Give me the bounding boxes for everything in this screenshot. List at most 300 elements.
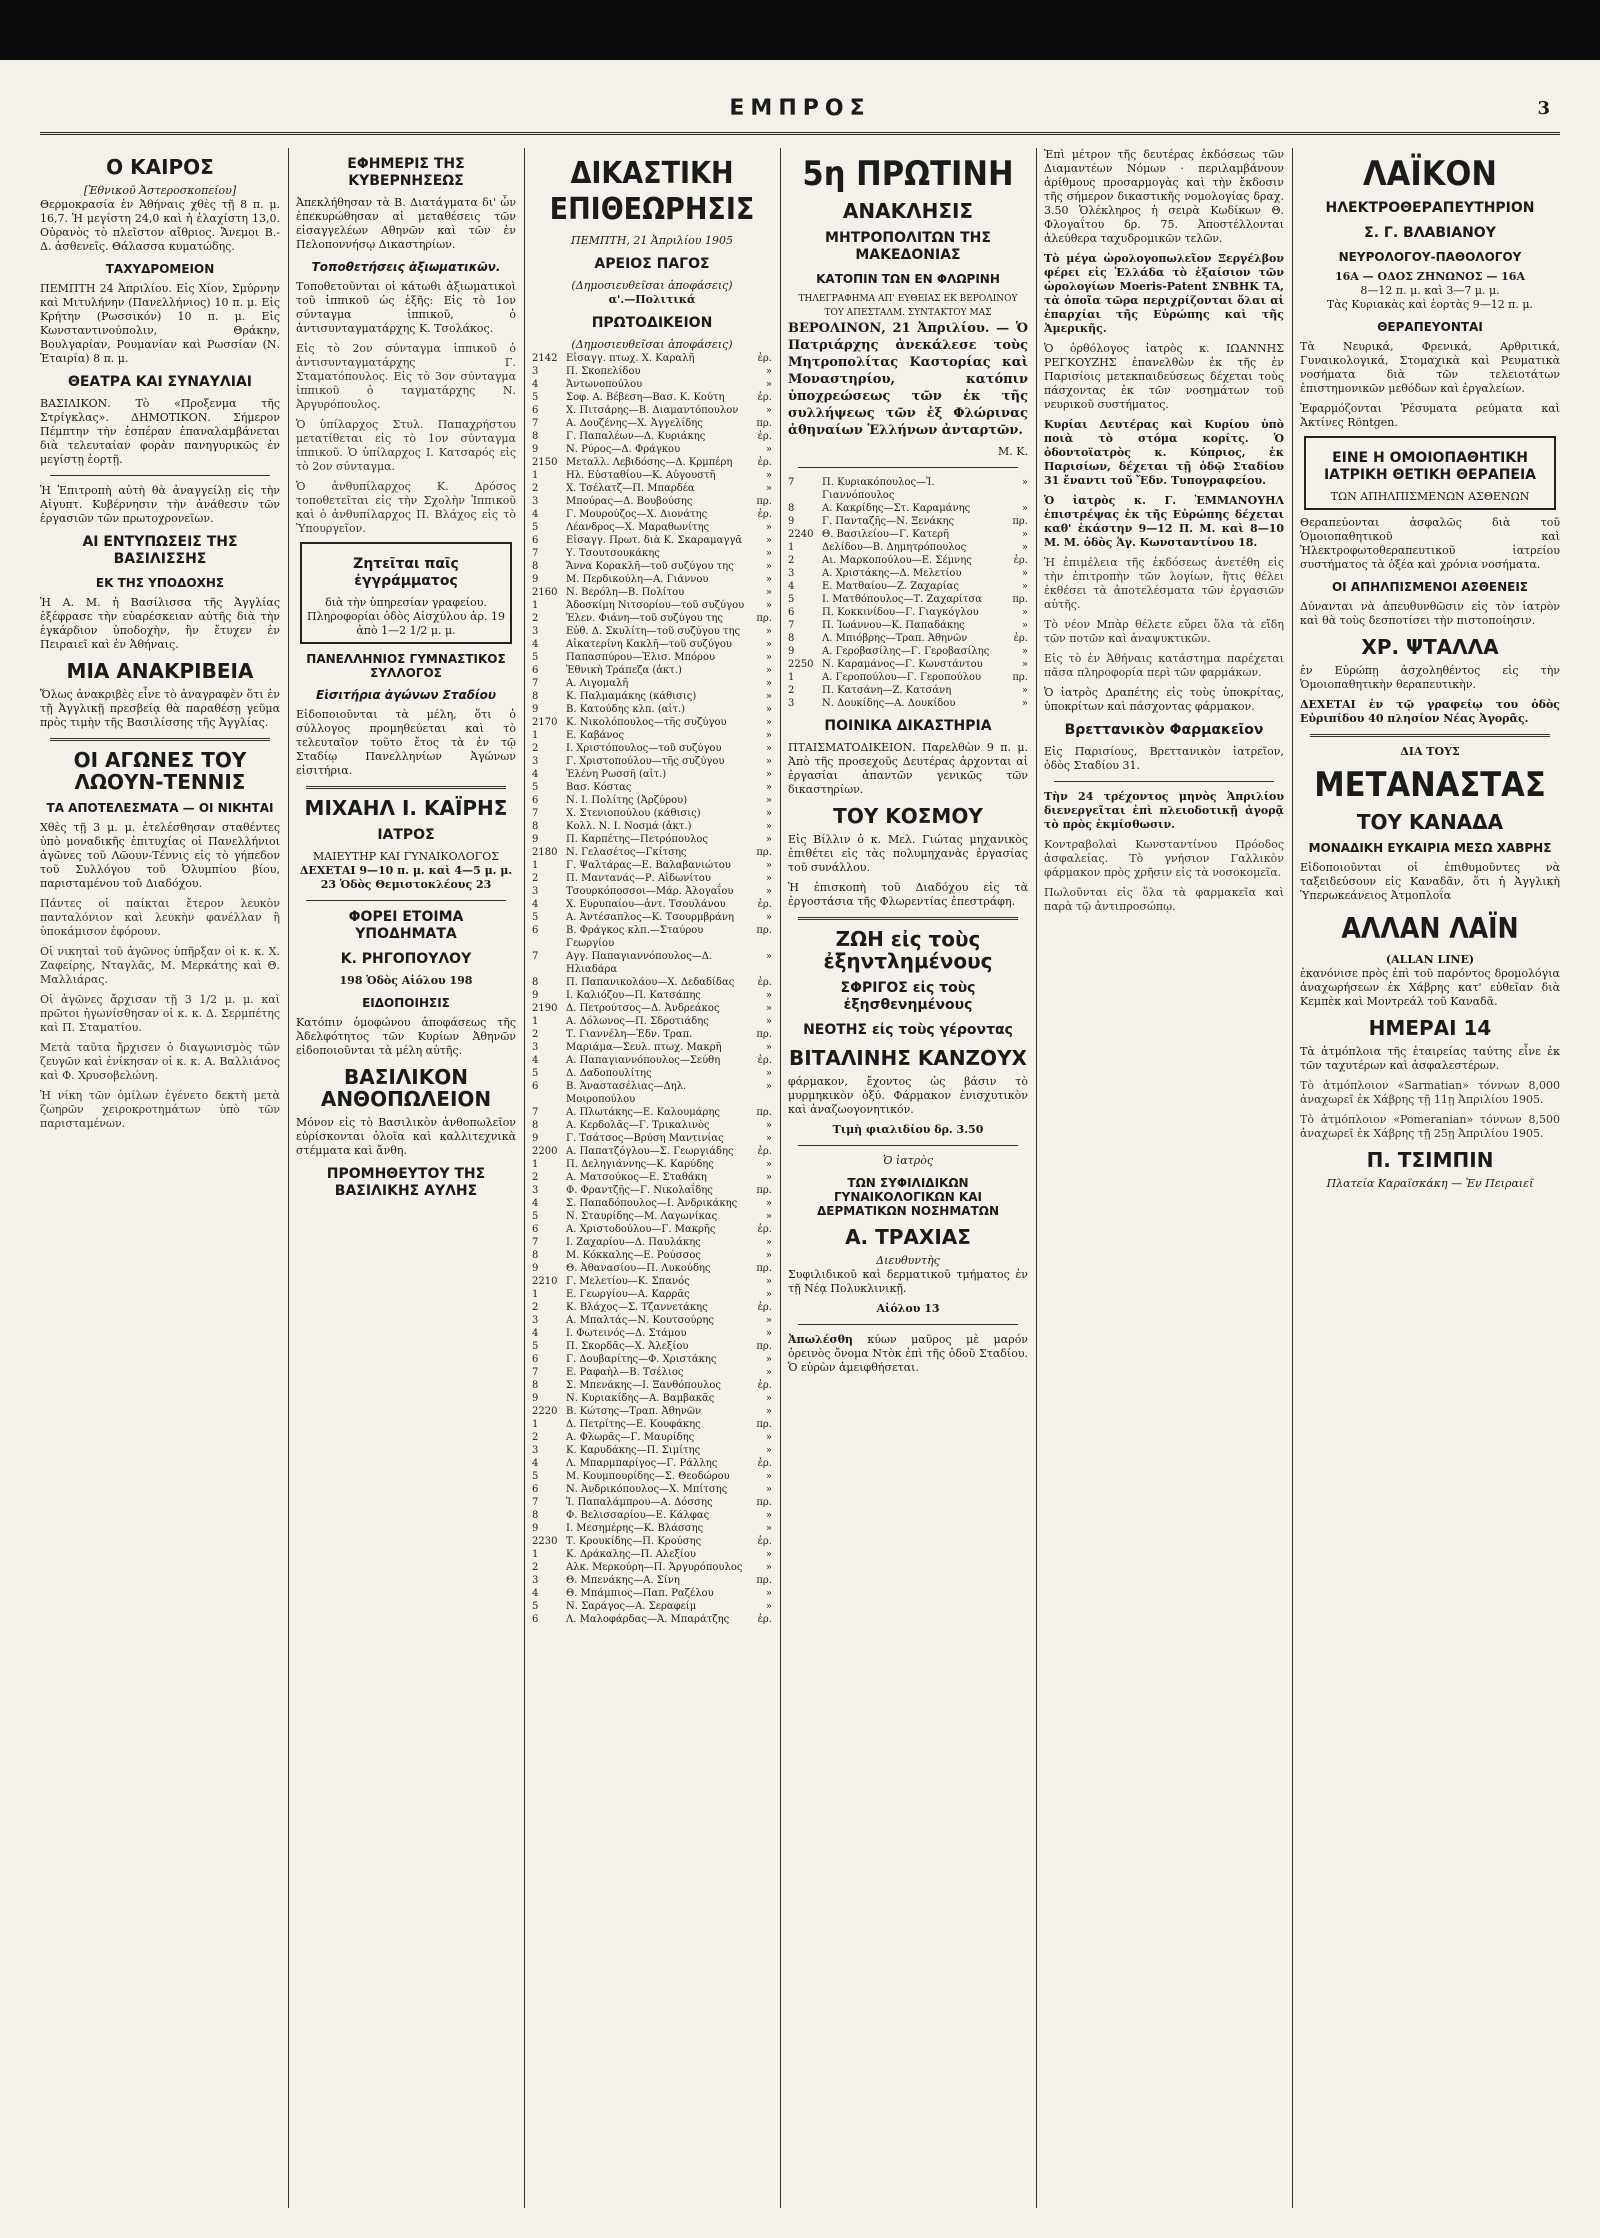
column-rule <box>288 148 289 2208</box>
case-number: 1 <box>532 860 539 871</box>
court-1-subtitle: (Δημοσιευθεῖσαι ἀποφάσεις) <box>571 279 733 292</box>
case-entry <box>532 1301 772 1314</box>
signature: Μ. Κ. <box>998 445 1028 458</box>
case-entry <box>532 508 772 521</box>
case-type: » <box>765 587 772 598</box>
emigrants-subtitle-2: ΜΟΝΑΔΙΚΗ ΕΥΚΑΙΡΙΑ ΜΕΣΩ ΧΑΒΡΗΣ <box>1308 841 1552 855</box>
column-rule <box>1036 148 1037 2208</box>
case-entry <box>532 703 772 716</box>
ad-title: ΖΩΗ εἰς τοὺς ἐξηντλημένους <box>823 927 993 973</box>
case-number: 6 <box>532 665 539 676</box>
case-type: » <box>765 691 772 702</box>
case-number: 3 <box>788 698 795 709</box>
case-parties: Κ. Δράκαλης—Π. Αλεξίου <box>566 1549 696 1560</box>
case-parties: Κ. Βλάχος—Σ. Τζαννετάκης <box>566 1302 708 1313</box>
case-entry <box>788 541 1028 554</box>
case-parties: Ι. Ματθόπουλος—Τ. Ζαχαρίτσα <box>822 594 982 605</box>
case-type: ἐρ. <box>757 899 772 910</box>
case-entry <box>532 898 772 911</box>
case-type: » <box>765 1120 772 1131</box>
case-type: » <box>765 1354 772 1365</box>
xray-text: Ἐφαρμόζονται Ῥέσυματα ρεύματα καὶ Ἀκτίνες Röntgen. <box>1300 402 1560 429</box>
case-number: 3 <box>532 366 539 377</box>
case-parties: Π. Δεληγιάννης—Κ. Καρύδης <box>566 1159 714 1170</box>
case-type: » <box>765 600 772 611</box>
case-type: » <box>765 1289 772 1300</box>
case-entry <box>532 1106 772 1119</box>
case-type: ἐρ. <box>757 1146 772 1157</box>
case-number: 3 <box>788 568 795 579</box>
case-number: 4 <box>788 581 795 592</box>
case-entry <box>532 1275 772 1288</box>
column-5: Ἐπὶ μέτρον τῆς δευτέρας ἐκδόσεως τῶν Διαμαντέων Νόμων · περιλαμβάνουν ἀρίθμους προσαρμογὰς καὶ τὴν ἔκδοσιν τῆς σήμερον δικαστικῆς νομολογίας δραχ. 3.50 Ὁλέκληρος ἡ σειρὰ Κωδίκων Θ. Φλογαΐτου δρ. 75. Ἀποστέλλονται ἀλεύθερα ταχυδρομικῶν τελῶν. Τὸ μέγα ὡρολογοπωλεῖον Ξεργέλβον φέρει εἰς Ἑλλάδα τὸ ἐξαίσιον τῶν ὡρολογίων Moeris-Patent ΣΝΒΗΚ ΤΑ, τὰ ὁποῖα τῶρα περιχρίζονται ὅλαι αἱ ἐπαρχίαι τῆς Εὐρώπης καὶ τῆς Ἀμερικῆς. Ὁ ὀρθόλογος ἰατρὸς κ. ΙΩΑΝΝΗΣ ΡΕΓΚΟΥΖΗΣ ἐπανελθὼν ἐκ τῆς ἐν Παρισίοις μετεκπαιδεύσεως δέχεται τοὺς πάσχοντας ἐκ τῶν νοσημάτων τοῦ νευρικοῦ συστήματος. Κυρίαι Δευτέρας καὶ Κυρίου ὑπὸ ποιὰ τὸ στόμα κορίτς. Ὁ ὀδοντοϊατρὸς κ. Κύπριος, ἐκ Παρισίων, δέχεται τῇ ὀδῷ Σταδίου 31 ἔναντι τοῦ Ἔδν. Τυπογραφείου. Ὁ ἰατρὸς κ. Γ. ἘΜΜΑΝΟΥΗΛ ἐπιστρέψας ἐκ τῆς Εὐρώπης δέχεται καθ' ἑκάστην 9—12 Π. Μ. καὶ 8—10 Μ. Μ. ὁδὸς Ἁγ. Κωνσταντίνου 18. Ἡ ἐπιμέλεια τῆς ἐκδόσεως ἀνετέθη εἰς τὴν ἐπιτροπὴν τῶν λογίων, ἥτις θέλει ἐκθέσει τὰ ἀποτελέσματα τῶν ἐργασιῶν αὐτῆς. Τὸ νέον Μπὰρ θέλετε εὕρει ὅλα τὰ εἴδη τῶν ποτῶν καὶ ἀναψυκτικῶν. Εἰς τὸ ἐν Ἀθήναις κατάστημα παρέχεται πᾶσα πληροφορία περὶ τῶν φαρμάκων. Ὁ ἰατρὸς Δραπέτης εἰς τοὺς ὑποκρίτας, ὑποκρίτων καὶ πάσχοντας φάρμακον. Βρεττανικὸν Φαρμακεῖον Εἰς Παρισίους, Βρεττανικὸν ἰατρεῖον, ὁδὸς Σταδίου 31. Τὴν 24 τρέχοντος μηνὸς Ἀπριλίου διενεργεῖται ἐπὶ πλειοδοτικῇ ἀγορᾷ τὸ πρὸς ἐκμίσθωσιν. Κοντραβολαὶ Κωνσταντίνου Πρόοδος ἀσφαλείας. Τὸ γνήσιον Γαλλικὸν φάρμακον πρὸς χρῆσιν εἰς τὰ νοσοκομεῖα. Πωλοῦνται εἰς ὅλα τὰ φαρμακεῖα καὶ παρὰ τῷ ἀντιπροσώπῳ. <box>1044 148 1284 913</box>
case-number: 2160 <box>532 587 558 598</box>
case-entry <box>532 807 772 820</box>
case-entry <box>532 521 772 534</box>
case-type: » <box>765 1172 772 1183</box>
case-parties: Σοφ. Α. Βέβεση—Βασ. Κ. Κούτη <box>566 392 725 403</box>
case-type: » <box>765 1276 772 1287</box>
case-entry <box>532 846 772 859</box>
watch-text: Τὸ μέγα ὡρολογοπωλεῖον Ξεργέλβον φέρει εἰς Ἑλλάδα τὸ ἐξαίσιον τῶν ὡρολογίων Moeris-Patent ΣΝΒΗΚ ΤΑ, τὰ ὁποῖα τῶρα περιχρίζονται ὅλαι αἱ ἐπαρχίαι τῆς Εὐρώπης καὶ τῆς Ἀμερικῆς. <box>1044 252 1284 335</box>
case-entry <box>532 1028 772 1041</box>
divider <box>798 1324 1018 1325</box>
case-type: ἐρ. <box>1013 555 1028 566</box>
shop-address: 198 Ὁδὸς Αἰόλου 198 <box>339 974 473 987</box>
case-number: 1 <box>532 1016 539 1027</box>
notice-text-2: Κατόπιν ὁμοφώνου ἀποφάσεως τῆς Ἀδελφότητος τῶν Κυρίων Ἀθηνῶν εἰδοποιοῦνται τὰ μέλη αὐτῆς. <box>296 1016 516 1057</box>
case-number: 1 <box>532 1289 539 1300</box>
masthead <box>40 92 1560 135</box>
case-entry <box>532 1158 772 1171</box>
case-number: 4 <box>532 1458 539 1469</box>
case-number: 1 <box>532 1419 539 1430</box>
sub-headline-2: ΚΑΤΟΠΙΝ ΤΩΝ ΕΝ ΦΛΩΡΙΝΗ <box>816 272 1000 286</box>
case-entry <box>532 677 772 690</box>
case-type: πρ. <box>756 1341 772 1352</box>
case-number: 2 <box>532 743 539 754</box>
case-entry <box>532 742 772 755</box>
case-entry <box>532 1132 772 1145</box>
case-entry <box>532 1366 772 1379</box>
telegram-line: ΤΗΛΕΓΡΑΦΗΜΑ ΑΠ' ΕΥΘΕΙΑΣ ΕΚ ΒΕΡΟΛΙΝΟΥ <box>798 294 1018 304</box>
case-number: 9 <box>532 1393 539 1404</box>
case-parties: Α. Παπαγιαννόπουλος—Σεύθη <box>566 1055 721 1066</box>
case-parties: Τσουρκόποσσοι—Μάρ. Ἀλογαΐου <box>566 886 734 897</box>
case-number: 6 <box>532 1224 539 1235</box>
case-number: 4 <box>532 639 539 650</box>
case-type: » <box>1021 542 1028 553</box>
telegraph-title: ΤΑΧΥΔΡΟΜΕΙΟΝ <box>105 262 215 276</box>
case-parties: Π. Παπανικολάου—Χ. Δεδαδίδας <box>566 977 735 988</box>
case-type: πρ. <box>756 1185 772 1196</box>
days-title: ΗΜΕΡΑΙ 14 <box>1368 1016 1492 1040</box>
case-number: 7 <box>532 1237 539 1248</box>
case-type: πρ. <box>756 613 772 624</box>
case-parties: Χ. Πιτσάρης—Β. Διαμαντόπουλον <box>566 405 739 416</box>
case-number: 6 <box>532 925 539 936</box>
relief-text: Ὁ ὀρθόλογος ἰατρὸς κ. ΙΩΑΝΝΗΣ ΡΕΓΚΟΥΖΗΣ ἐπανελθὼν ἐκ τῆς ἐν Παρισίοις μετεκπαιδεύσεως δέχεται τοὺς πάσχοντας ἐκ τῶν νοσημάτων τοῦ νευρικοῦ συστήματος. <box>1044 342 1284 411</box>
loss-title: Ἀπωλέσθη <box>788 1333 853 1346</box>
case-parties: Γ. Μελετίου—Κ. Σπανός <box>566 1276 690 1287</box>
case-parties: Χ. Τσέλατζ—Π. Μπαρδέα <box>566 483 695 494</box>
case-entry <box>788 658 1028 671</box>
notice-title-2: ΕΙΔΟΠΟΙΗΣΙΣ <box>362 996 450 1010</box>
case-entry <box>788 632 1028 645</box>
doctor-address: 23 Ὁδὸς Θεμιστοκλέους 23 <box>320 878 492 891</box>
case-type: » <box>1021 659 1028 670</box>
case-entry <box>788 554 1028 567</box>
case-type: πρ. <box>756 1263 772 1274</box>
case-list-2 <box>788 476 1028 710</box>
case-parties: Παπασπύρου—Ἐλισ. Μπόρου <box>566 652 716 663</box>
case-entry <box>532 1054 772 1067</box>
purveyor-title: ΠΡΟΜΗΘΕΥΤΟΥ ΤΗΣ ΒΑΣΙΛΙΚΗΣ ΑΥΛΗΣ <box>326 1166 486 1199</box>
case-parties: Λέανδρος—Χ. Μαραθωνίτης <box>566 522 710 533</box>
case-parties: Ν. Ρύρος—Δ. Φράγκου <box>566 444 681 455</box>
case-type: » <box>1021 698 1028 709</box>
case-number: 7 <box>532 418 539 429</box>
case-parties: Ἄννα Κορακλῆ—τοῦ συζύγου της <box>566 561 734 572</box>
case-number: 9 <box>788 646 795 657</box>
case-number: 1 <box>532 470 539 481</box>
case-parties: Ε. Ματθαίου—Ζ. Ζαχαρίας <box>822 581 959 592</box>
case-number: 5 <box>532 1341 539 1352</box>
case-parties: Α. Κερδολᾶς—Γ. Τρικαλινὸς <box>566 1120 710 1131</box>
case-type: » <box>765 873 772 884</box>
emigrants-text: Εἰδοποιοῦνται οἱ ἐπιθυμοῦντες νὰ ταξειδεύσουν εἰς Καναδᾶν, ὅτι ἡ Ἀγγλικὴ Ὑπερωκεάνειος Ἀτμοπλοΐα <box>1300 861 1560 902</box>
court-2-subtitle: (Δημοσιευθεῖσαι ἀποφάσεις) <box>571 338 733 351</box>
case-parties: Π. Καρπέτης—Πετρόπουλος <box>566 834 709 845</box>
case-number: 3 <box>532 496 539 507</box>
clinic-hours: 8—12 π. μ. καὶ 3—7 μ. μ. <box>1360 284 1500 297</box>
case-parties: Π. Κοκκινίδου—Γ. Γιαγκόγλου <box>822 607 979 618</box>
case-entry <box>532 729 772 742</box>
case-parties: Γ. Χριστοπούλου—τῆς συζύγου <box>566 756 725 767</box>
case-type: » <box>765 1250 772 1261</box>
case-parties: Ἐθνικὴ Τράπεζα (ἀκτ.) <box>566 665 682 676</box>
case-parties: Αλκ. Μερκούρη—Π. Ἀργυρόπουλος <box>566 1562 743 1573</box>
case-type: πρ. <box>756 1029 772 1040</box>
scan-edge <box>0 0 1600 60</box>
doctor-role: ΝΕΥΡΟΛΟΓΟΥ-ΠΑΘΟΛΟΓΟΥ <box>1338 250 1522 264</box>
case-type: » <box>765 1328 772 1339</box>
case-entry <box>532 1067 772 1080</box>
case-parties: Ἀδοσκίμη Νιτσορίου—τοῦ συζύγου <box>566 600 745 611</box>
case-type: » <box>765 535 772 546</box>
doctor-role: ΙΑΤΡΟΣ <box>377 827 435 843</box>
case-number: 2170 <box>532 717 558 728</box>
case-number: 2220 <box>532 1406 558 1417</box>
loss-text: κύων μαῦρος μὲ μαρόν ὀρεινὸς ὄνομα Ντὸκ ἐπὶ τῆς ὁδοῦ Σταδίου. Ὁ εὑρὼν ἀμειφθήσεται. <box>788 1333 1028 1374</box>
case-entry <box>532 378 772 391</box>
case-type: » <box>765 379 772 390</box>
gazette-subtitle: Τοποθετήσεις ἀξιωματικῶν. <box>311 260 501 274</box>
theatre-title: ΘΕΑΤΡΑ ΚΑΙ ΣΥΝΑΥΛΙΑΙ <box>67 374 253 390</box>
case-number: 5 <box>532 1068 539 1079</box>
notice-box <box>300 542 512 644</box>
case-entry <box>532 820 772 833</box>
case-type: » <box>765 912 772 923</box>
case-parties: Β. Ἀναστασέλιας—Δηλ. Μοιροπούλου <box>566 1081 687 1105</box>
case-parties: Θ. Μπάμπιος—Παπ. Ραζέλου <box>566 1588 714 1599</box>
accepts-text: ΔΕΧΕΤΑΙ ἐν τῷ γραφείῳ του ὁδὸς Εὐριπίδου 40 πλησίον Νέας Ἀγορᾶς. <box>1300 698 1560 725</box>
case-entry <box>532 1353 772 1366</box>
world-text-2: Ἡ ἐπισκοπὴ τοῦ Διαδόχου εἰς τὰ ἐργοστάσια τῆς Φλωρεντίας ἐπεστράφη. <box>788 881 1028 908</box>
case-entry <box>532 612 772 625</box>
case-type: » <box>765 483 772 494</box>
club-title: ΠΑΝΕΛΛΗΝΙΟΣ ΓΥΜΝΑΣΤΙΚΟΣ ΣΥΛΛΟΓΟΣ <box>306 652 506 680</box>
case-number: 2 <box>788 555 795 566</box>
world-title: ΤΟΥ ΚΟΣΜΟΥ <box>833 804 983 828</box>
case-number: 7 <box>532 1367 539 1378</box>
case-type: » <box>765 470 772 481</box>
case-entry <box>532 638 772 651</box>
newspaper-title: ΕΜΠΡΟΣ <box>729 96 871 121</box>
ftalla-name: ΧΡ. ΨΤΑΛΛΑ <box>1361 635 1499 659</box>
case-number: 3 <box>532 1445 539 1456</box>
case-parties: Ι. Ζαχαρίου—Δ. Παυλάκης <box>566 1237 701 1248</box>
case-entry <box>532 1236 772 1249</box>
world-text: Εἰς Βίλλιν ὁ κ. Μελ. Γιώτας μηχανικὸς ἐπιθέτει εἰς τὰς πολυμηχανὰς ἐργασίας τοῦ συνάλλου. <box>788 833 1028 874</box>
case-type: ἐρ. <box>757 977 772 988</box>
case-type: » <box>765 1601 772 1612</box>
case-type: » <box>765 808 772 819</box>
case-parties: Κ. Νικολόπουλος—τῆς συζύγου <box>566 717 727 728</box>
case-number: 2230 <box>532 1536 558 1547</box>
case-number: 1 <box>788 542 795 553</box>
case-type: πρ. <box>1012 672 1028 683</box>
case-parties: Ἀντωνοπούλου <box>566 379 643 390</box>
case-type: » <box>1021 607 1028 618</box>
case-entry <box>532 1015 772 1028</box>
case-type: » <box>765 769 772 780</box>
divider <box>306 900 506 901</box>
case-number: 3 <box>532 756 539 767</box>
case-entry <box>532 1184 772 1197</box>
case-parties: Π. Κυριακόπουλος—Ἰ. Γιαννόπουλος <box>822 477 935 501</box>
case-entry <box>532 443 772 456</box>
case-parties: Α. Φλωρᾶς—Γ. Μαυρίδης <box>566 1432 695 1443</box>
theatre-text: ΒΑΣΙΛΙΚΟΝ. Τὸ «Προξενμα τῆς Στρίγκλας». ΔΗΜΟΤΙΚΟΝ. Σήμερον Πέμπτην τὴν ἑσπέραν ἐπαναλαμβάνεται διὰ τελευταίαν φορὰν πανηγυρικῶς ἐν μεγίστῃ ἑορτῇ. <box>40 397 280 466</box>
case-number: 6 <box>532 1081 539 1092</box>
case-entry <box>532 768 772 781</box>
office-text: Κυρίαι Δευτέρας καὶ Κυρίου ὑπὸ ποιὰ τὸ στόμα κορίτς. Ὁ ὀδοντοϊατρὸς κ. Κύπριος, ἐκ Παρισίων, δέχεται τῇ ὀδῷ Σταδίου 31 ἔναντι τοῦ Ἔδν. Τυπογραφείου. <box>1044 418 1284 487</box>
case-number: 2210 <box>532 1276 558 1287</box>
case-number: 2200 <box>532 1146 558 1157</box>
case-entry <box>532 924 772 950</box>
case-number: 5 <box>532 522 539 533</box>
case-type: » <box>765 717 772 728</box>
case-number: 7 <box>788 620 795 631</box>
case-entry <box>532 885 772 898</box>
case-number: 9 <box>532 1523 539 1534</box>
case-type: » <box>765 1393 772 1404</box>
sub-headline: ΜΗΤΡΟΠΟΛΙΤΩΝ ΤΗΣ ΜΑΚΕΔΟΝΙΑΣ <box>825 230 991 263</box>
case-type: ἐρ. <box>757 1055 772 1066</box>
case-parties: Ε. Ραφαὴλ—Β. Τσέλιος <box>566 1367 684 1378</box>
gazette-title: ΕΦΗΜΕΡΙΣ ΤΗΣ ΚΥΒΕΡΝΗΣΕΩΣ <box>347 156 465 189</box>
column-6: ΛΑΪΚΟΝ ΗΛΕΚΤΡΟΘΕΡΑΠΕΥΤΗΡΙΟΝ Σ. Γ. ΒΛΑΒΙΑΝΟΥ ΝΕΥΡΟΛΟΓΟΥ-ΠΑΘΟΛΟΓΟΥ 16Α — ΟΔΟΣ ΖΗΝΩΝΟΣ — 16Α 8—12 π. μ. καὶ 3—7 μ. μ. Τὰς Κυριακὰς καὶ ἑορτὰς 9—12 π. μ. ΘΕΡΑΠΕΥΟΝΤΑΙ Τὰ Νευρικά, Φρενικά, Αρθριτικά, Γυναικολογικά, Στομαχικὰ καὶ Ρευματικὰ νοσήματα διὰ τῶν τελειοτάτων ἐπιστημονικῶν μεθόδων καὶ ἐργαλείων. Ἐφαρμόζονται Ῥέσυματα ρεύματα καὶ Ἀκτίνες Röntgen. ΕΙΝΕ Η ΟΜΟΙΟΠΑΘΗΤΙΚΗ ΙΑΤΡΙΚΗ ΘΕΤΙΚΗ ΘΕΡΑΠΕΙΑ ΤΩΝ ΑΠΗΛΠΙΣΜΕΝΩΝ ΑΣΘΕΝΩΝ Θεραπεύονται ἀσφαλῶς διὰ τοῦ Ὁμοιοπαθητικοῦ καὶ Ἠλεκτροφωτοθεραπευτικοῦ ἰατρείου συστήματος τὰ ὀξέα καὶ χρόνια νοσήματα. ΟΙ ΑΠΗΛΠΙΣΜΕΝΟΙ ΑΣΘΕΝΕΙΣ Δύνανται νὰ ἀπευθυνθῶσιν εἰς τὸν ἰατρὸν καὶ θὰ τοὺς δεσποτίσει τὴν πιστοποίησιν. ΧΡ. ΨΤΑΛΛΑ ἐν Εὐρώπῃ ἀσχοληθέντος εἰς τὴν Ὁμοιοπαθητικὴν θεραπευτικὴν. ΔΕΧΕΤΑΙ ἐν τῷ γραφείῳ του ὁδὸς Εὐριπίδου 40 πλησίον Νέας Ἀγορᾶς. ΔΙΑ ΤΟΥΣ ΜΕΤΑΝΑΣΤΑΣ ΤΟΥ ΚΑΝΑΔΑ ΜΟΝΑΔΙΚΗ ΕΥΚΑΙΡΙΑ ΜΕΣΩ ΧΑΒΡΗΣ Εἰδοποιοῦνται οἱ ἐπιθυμοῦντες νὰ ταξειδεύσουν εἰς Καναδᾶν, ὅτι ἡ Ἀγγλικὴ Ὑπερωκεάνειος Ἀτμοπλοΐα ΑΛΛΑΝ ΛΑΪΝ (ALLAN LINE) ἐκανόνισε πρὸς ἐπὶ τοῦ παρόντος δρομολόγια ἀναχωρήσεων ἐκ Χάβρης κατ' εὐθεῖαν διὰ Κεμπὲκ καὶ Μοντρεάλ τοῦ Καναδᾶ. ΗΜΕΡΑΙ 14 Τὰ ἀτμόπλοια τῆς ἐταιρείας ταύτης εἶνε ἐκ τῶν ταχυτέρων καὶ ἀσφαλεστέρων. Τὸ ἀτμόπλοιον «Sarmatian» τόννων 8,000 ἀναχωρεῖ ἐκ Χάβρης τῇ 11ῃ Ἀπριλίου 1905. Τὸ ἀτμόπλοιον «Pomeranian» τόννων 8,500 ἀναχωρεῖ ἐκ Χάβρης τῇ 25ῃ Ἀπριλίου 1905. Π. ΤΣΙΜΠΙΝ Πλατεία Καραϊσκάκη — Ἐν Πειραιεῖ <box>1300 154 1560 1190</box>
case-parties: Π. Σκοπελίδου <box>566 366 641 377</box>
case-number: 4 <box>532 769 539 780</box>
emigrants-title: ΜΕΤΑΝΑΣΤΑΣ <box>1314 765 1546 805</box>
case-type: » <box>765 1211 772 1222</box>
case-number: 2 <box>532 1432 539 1443</box>
case-parties: Α. Πλωτάκης—Ε. Καλουμάρης <box>566 1107 720 1118</box>
case-number: 6 <box>532 1614 539 1625</box>
column-rule <box>1292 148 1293 2208</box>
case-type: πρ. <box>756 1575 772 1586</box>
case-type: » <box>1021 568 1028 579</box>
impressions-title: ΑΙ ΕΝΤΥΠΩΣΕΙΣ ΤΗΣ ΒΑΣΙΛΙΣΣΗΣ <box>82 534 238 567</box>
case-entry <box>532 1535 772 1548</box>
case-type: πρ. <box>1012 594 1028 605</box>
case-parties: Λ. Μαλοφάρδας—Ἀ. Μπαράτζης <box>566 1614 730 1625</box>
case-entry <box>788 697 1028 710</box>
case-parties: Ν. Γελασέτος—Γκίτσης <box>566 847 687 858</box>
case-type: » <box>765 1315 772 1326</box>
case-number: 4 <box>532 1588 539 1599</box>
case-type: πρ. <box>756 1419 772 1430</box>
criminal-court-text: ΠΤΑΙΣΜΑΤΟΔΙΚΕΙΟΝ. Παρελθὼν 9 π. μ. Ἀπὸ τῆς προσεχοῦς Δευτέρας ἀρχονται αἱ ἐργασίαι ἀπαντῶν γενικῶς τῶν δικαστηρίων. <box>788 741 1028 796</box>
case-entry <box>532 1574 772 1587</box>
doctor-specialty: ΜΑΙΕΥΤΗΡ ΚΑΙ ΓΥΝΑΙΚΟΛΟΓΟΣ <box>312 850 500 863</box>
case-type: » <box>765 834 772 845</box>
case-type: » <box>765 821 772 832</box>
headline: ΑΝΑΚΛΗΣΙΣ <box>842 199 974 223</box>
case-parties: Ν. Σταυρίδης—Μ. Λαγωνίκας <box>566 1211 718 1222</box>
case-entry <box>532 1197 772 1210</box>
case-entry <box>532 1379 772 1392</box>
imprint-text: Ἡ Ἐπιτροπὴ αὐτὴ θὰ ἀναγγείλῃ εἰς τὴν Αἰγυπτ. Κυβέρνησιν τὴν ἀνάθεσιν τῶν ἐργασιῶν τῶν πρωτοχρονεῖων. <box>40 484 280 525</box>
divider <box>798 917 1018 920</box>
case-type: » <box>765 730 772 741</box>
doctor2-intro: Ὁ ἰατρὸς <box>882 1154 934 1167</box>
case-type: » <box>765 1523 772 1534</box>
case-entry <box>532 1171 772 1184</box>
case-type: » <box>765 1562 772 1573</box>
case-entry <box>532 1431 772 1444</box>
case-parties: Π. Κατσάνη—Ζ. Κατσάνη <box>822 685 952 696</box>
divider <box>798 467 1018 468</box>
case-entry <box>532 560 772 573</box>
ad-product: ΒΙΤΑΛΙΝΗΣ ΚΑΝΖΟΥΧ <box>789 1046 1027 1070</box>
case-parties: Ηλ. Εὐσταθίου—Κ. Αὐγουστῆ <box>566 470 716 481</box>
case-type: » <box>765 1042 772 1053</box>
case-parties: Ν. Βερόλη—Β. Πολίτου <box>566 587 685 598</box>
criminal-court-title: ΠΟΙΝΙΚΑ ΔΙΚΑΣΤΗΡΙΑ <box>824 718 992 734</box>
case-number: 3 <box>532 1315 539 1326</box>
case-parties: Α. Λιγομαλῆ <box>566 678 629 689</box>
case-type: πρ. <box>756 925 772 936</box>
ftalla-text: ἐν Εὐρώπῃ ἀσχοληθέντος εἰς τὴν Ὁμοιοπαθητικὴν θεραπευτικὴν. <box>1300 664 1560 691</box>
case-entry <box>532 664 772 677</box>
case-entry <box>532 1509 772 1522</box>
case-entry <box>532 1418 772 1431</box>
case-parties: Γ. Τσάτσος—Βρύση Μαντινίας <box>566 1133 724 1144</box>
divider <box>798 1145 1018 1146</box>
divider <box>50 475 270 476</box>
case-number: 2180 <box>532 847 558 858</box>
case-entry <box>532 1210 772 1223</box>
case-entry <box>532 495 772 508</box>
case-type: » <box>765 782 772 793</box>
case-parties: Β. Φράγκος κλπ.—Σταύρου Γεωργίου <box>566 925 704 949</box>
case-type: » <box>765 1588 772 1599</box>
case-number: 2190 <box>532 1003 558 1014</box>
case-parties: Τ. Γιαννέλη—Ἐδν. Τραπ. <box>566 1029 693 1040</box>
case-type: πρ. <box>756 496 772 507</box>
case-entry <box>532 976 772 989</box>
case-number: 2 <box>532 873 539 884</box>
case-entry <box>532 573 772 586</box>
agent-address: Πλατεία Καραϊσκάκη — Ἐν Πειραιεῖ <box>1326 1177 1534 1190</box>
case-parties: Β. Κατούδης κλπ. (αἰτ.) <box>566 704 686 715</box>
case-entry <box>532 404 772 417</box>
case-parties: Μ. Περδικούλη—Α. Γιάννου <box>566 574 709 585</box>
case-parties: Σ. Μπενάκης—Ι. Ξανθόπουλος <box>566 1380 721 1391</box>
case-parties: Α. Δουζένης—Χ. Ἀγγελίδης <box>566 418 703 429</box>
case-parties: Δελίδου—Β. Δημητρόπουλος <box>822 542 967 553</box>
weather-subtitle: [Ἐθνικοῦ Ἀστεροσκοπείου] <box>83 184 237 197</box>
clinic-holidays: Τὰς Κυριακὰς καὶ ἑορτὰς 9—12 π. μ. <box>1326 298 1534 311</box>
case-parties: Α. Χριστάκης—Δ. Μελετίου <box>822 568 962 579</box>
case-number: 2 <box>532 483 539 494</box>
case-type: ἐρ. <box>757 431 772 442</box>
case-type: » <box>765 860 772 871</box>
case-type: » <box>765 1445 772 1456</box>
case-type: » <box>765 626 772 637</box>
homeopathy-text: Θεραπεύονται ἀσφαλῶς διὰ τοῦ Ὁμοιοπαθητικοῦ καὶ Ἠλεκτροφωτοθεραπευτικοῦ ἰατρείου συστήματος τὰ ὀξέα καὶ χρόνια νοσήματα. <box>1300 516 1560 571</box>
allan-line-en: (ALLAN LINE) <box>1385 953 1475 966</box>
case-number: 8 <box>788 503 795 514</box>
case-entry <box>532 1249 772 1262</box>
case-number: 8 <box>532 1120 539 1131</box>
therapy-title: ΘΕΡΑΠΕΥΟΝΤΑΙ <box>1377 320 1483 334</box>
flowers-text: Μόνον εἰς τὸ Βασιλικὸν ἀνθοπωλεῖον εὑρίσκονται ὁλοῖα καὶ καλλιτεχνικὰ στέμματα καὶ ἄνθη. <box>296 1116 516 1157</box>
case-type: » <box>765 665 772 676</box>
case-number: 5 <box>532 1211 539 1222</box>
case-number: 4 <box>532 1055 539 1066</box>
case-parties: Αγγ. Παπαγιαννόπουλος—Δ. Ηλιαδάρα <box>566 951 713 975</box>
column-2: ΕΦΗΜΕΡΙΣ ΤΗΣ ΚΥΒΕΡΝΗΣΕΩΣ Ἀπεκλήθησαν τὰ Β. Διατάγματα δι' ὧν ἐπεκυρώθησαν αἱ μεταθέσεις τῶν εἰσαγγελέων Αθηνῶν καὶ τῶν ἐν Πελοποννήσῳ Δικαστηρίων. Τοποθετήσεις ἀξιωματικῶν. Τοποθετοῦνται οἱ κάτωθι ἀξιωματικοὶ τοῦ ἱππικοῦ ὡς ἑξῆς: Εἰς τὸ 1ον σύνταγμα ἱππικοῦ, ὁ ἀντισυνταγματάρχης Κ. Τσολάκος. Εἰς τὸ 2ον σύνταγμα ἱππικοῦ ὁ ἀντισυνταγματάρχης Γ. Σταματόπουλος. Εἰς τὸ 3ον σύνταγμα ἱππικοῦ ὁ ταγματάρχης Ν. Ἀργυρόπουλος. Ὁ ὑπίλαρχος Στυλ. Παπαχρήστου μετατίθεται εἰς τὸ 1ον σύνταγμα ἱππικοῦ. Ὁ ὑπίλαρχος Ι. Κατσαρός εἰς τὸ 2ον σύνταγμα. Ὁ ἀνθυπίλαρχος Κ. Δρόσος τοποθετεῖται εἰς τὴν Σχολὴν Ἱππικοῦ καὶ ὁ ἀνθυπίλαρχος Π. Βλάχος εἰς τὸ Ὑπουργεῖον. Ζητεῖται παῖς ἐγγράμματος διὰ τὴν ὑπηρεσίαν γραφείου. Πληροφορίαι ὁδὸς Αἰσχύλου ἀρ. 19 ἀπὸ 1—2 1/2 μ. μ. ΠΑΝΕΛΛΗΝΙΟΣ ΓΥΜΝΑΣΤΙΚΟΣ ΣΥΛΛΟΓΟΣ Εἰσιτήρια ἀγώνων Σταδίου Εἰδοποιοῦνται τὰ μέλη, ὅτι ὁ σύλλογος προμηθεύεται καὶ τὸ τελευταῖον τοῦτο ἔτος τὰ ἐν τῷ Σταδίῳ Πανελληνίων Ἀγώνων εἰσιτήρια. ΜΙΧΑΗΛ Ι. ΚΑΪΡΗΣ ΙΑΤΡΟΣ ΜΑΙΕΥΤΗΡ ΚΑΙ ΓΥΝΑΙΚΟΛΟΓΟΣ ΔΕΧΕΤΑΙ 9—10 π. μ. καὶ 4—5 μ. μ. 23 Ὁδὸς Θεμιστοκλέους 23 ΦΟΡΕΙ ΕΤΟΙΜΑ ΥΠΟΔΗΜΑΤΑ Κ. ΡΗΓΟΠΟΥΛΟΥ 198 Ὁδὸς Αἰόλου 198 ΕΙΔΟΠΟΙΗΣΙΣ Κατόπιν ὁμοφώνου ἀποφάσεως τῆς Ἀδελφότητος τῶν Κυρίων Ἀθηνῶν εἰδοποιοῦνται τὰ μέλη αὐτῆς. ΒΑΣΙΛΙΚΟΝ ΑΝΘΟΠΩΛΕΙΟΝ Μόνον εἰς τὸ Βασιλικὸν ἀνθοπωλεῖον εὑρίσκονται ὁλοῖα καὶ καλλιτεχνικὰ στέμματα καὶ ἄνθη. ΠΡΟΜΗΘΕΥΤΟΥ ΤΗΣ ΒΑΣΙΛΙΚΗΣ ΑΥΛΗΣ <box>296 156 516 1199</box>
case-parties: Α. Μπαλτάς—Ν. Κουτσούρης <box>566 1315 714 1326</box>
case-type: » <box>765 1016 772 1027</box>
case-number: 3 <box>532 886 539 897</box>
case-type: ἐρ. <box>757 509 772 520</box>
case-entry <box>532 1119 772 1132</box>
tennis-subtitle: ΤΑ ΑΠΟΤΕΛΕΣΜΑΤΑ — ΟΙ ΝΙΚΗΤΑΙ <box>46 801 274 815</box>
homeopathy-subtitle: ΤΩΝ ΑΠΗΛΠΙΣΜΕΝΩΝ ΑΣΘΕΝΩΝ <box>1330 490 1530 503</box>
weather-title: Ο ΚΑΙΡΟΣ <box>106 155 214 179</box>
case-parties: Ι. Καλιόζου—Π. Κατσάπης <box>566 990 701 1001</box>
case-number: 9 <box>532 444 539 455</box>
case-parties: Ν. Κυριακίδης—Α. Βαμβακᾶς <box>566 1393 715 1404</box>
therapy-text: Τὰ Νευρικά, Φρενικά, Αρθριτικά, Γυναικολογικά, Στομαχικὰ καὶ Ρευματικὰ νοσήματα διὰ τῶν τελειοτάτων ἐπιστημονικῶν μεθόδων καὶ ἐργαλείων. <box>1300 340 1560 395</box>
case-entry <box>532 1288 772 1301</box>
case-parties: Αἰκατερίνη Κακλῆ—τοῦ συζύγου <box>566 639 733 650</box>
case-parties: Γ. Δουβαρίτης—Φ. Χριστάκης <box>566 1354 717 1365</box>
case-entry <box>532 1483 772 1496</box>
case-parties: Ν. Σαράγος—Α. Σεραφείμ <box>566 1601 697 1612</box>
tennis-title: ΟΙ ΑΓΩΝΕΣ ΤΟΥ ΛΩΟΥΝ-ΤΕΝΝΙΣ <box>73 748 247 794</box>
club-text: Εἰδοποιοῦνται τὰ μέλη, ὅτι ὁ σύλλογος προμηθεύεται καὶ τὸ τελευταῖον τοῦτο ἔτος τὰ ἐν τῷ Σταδίῳ Πανελληνίων Ἀγώνων εἰσιτήρια. <box>296 708 516 777</box>
case-entry <box>532 1600 772 1613</box>
case-parties: Γ. Πανταζῆς—Ν. Ξενάκης <box>822 516 955 527</box>
ad-price: Τιμὴ φιαλιδίου δρ. 3.50 <box>832 1123 984 1136</box>
case-number: 5 <box>532 912 539 923</box>
